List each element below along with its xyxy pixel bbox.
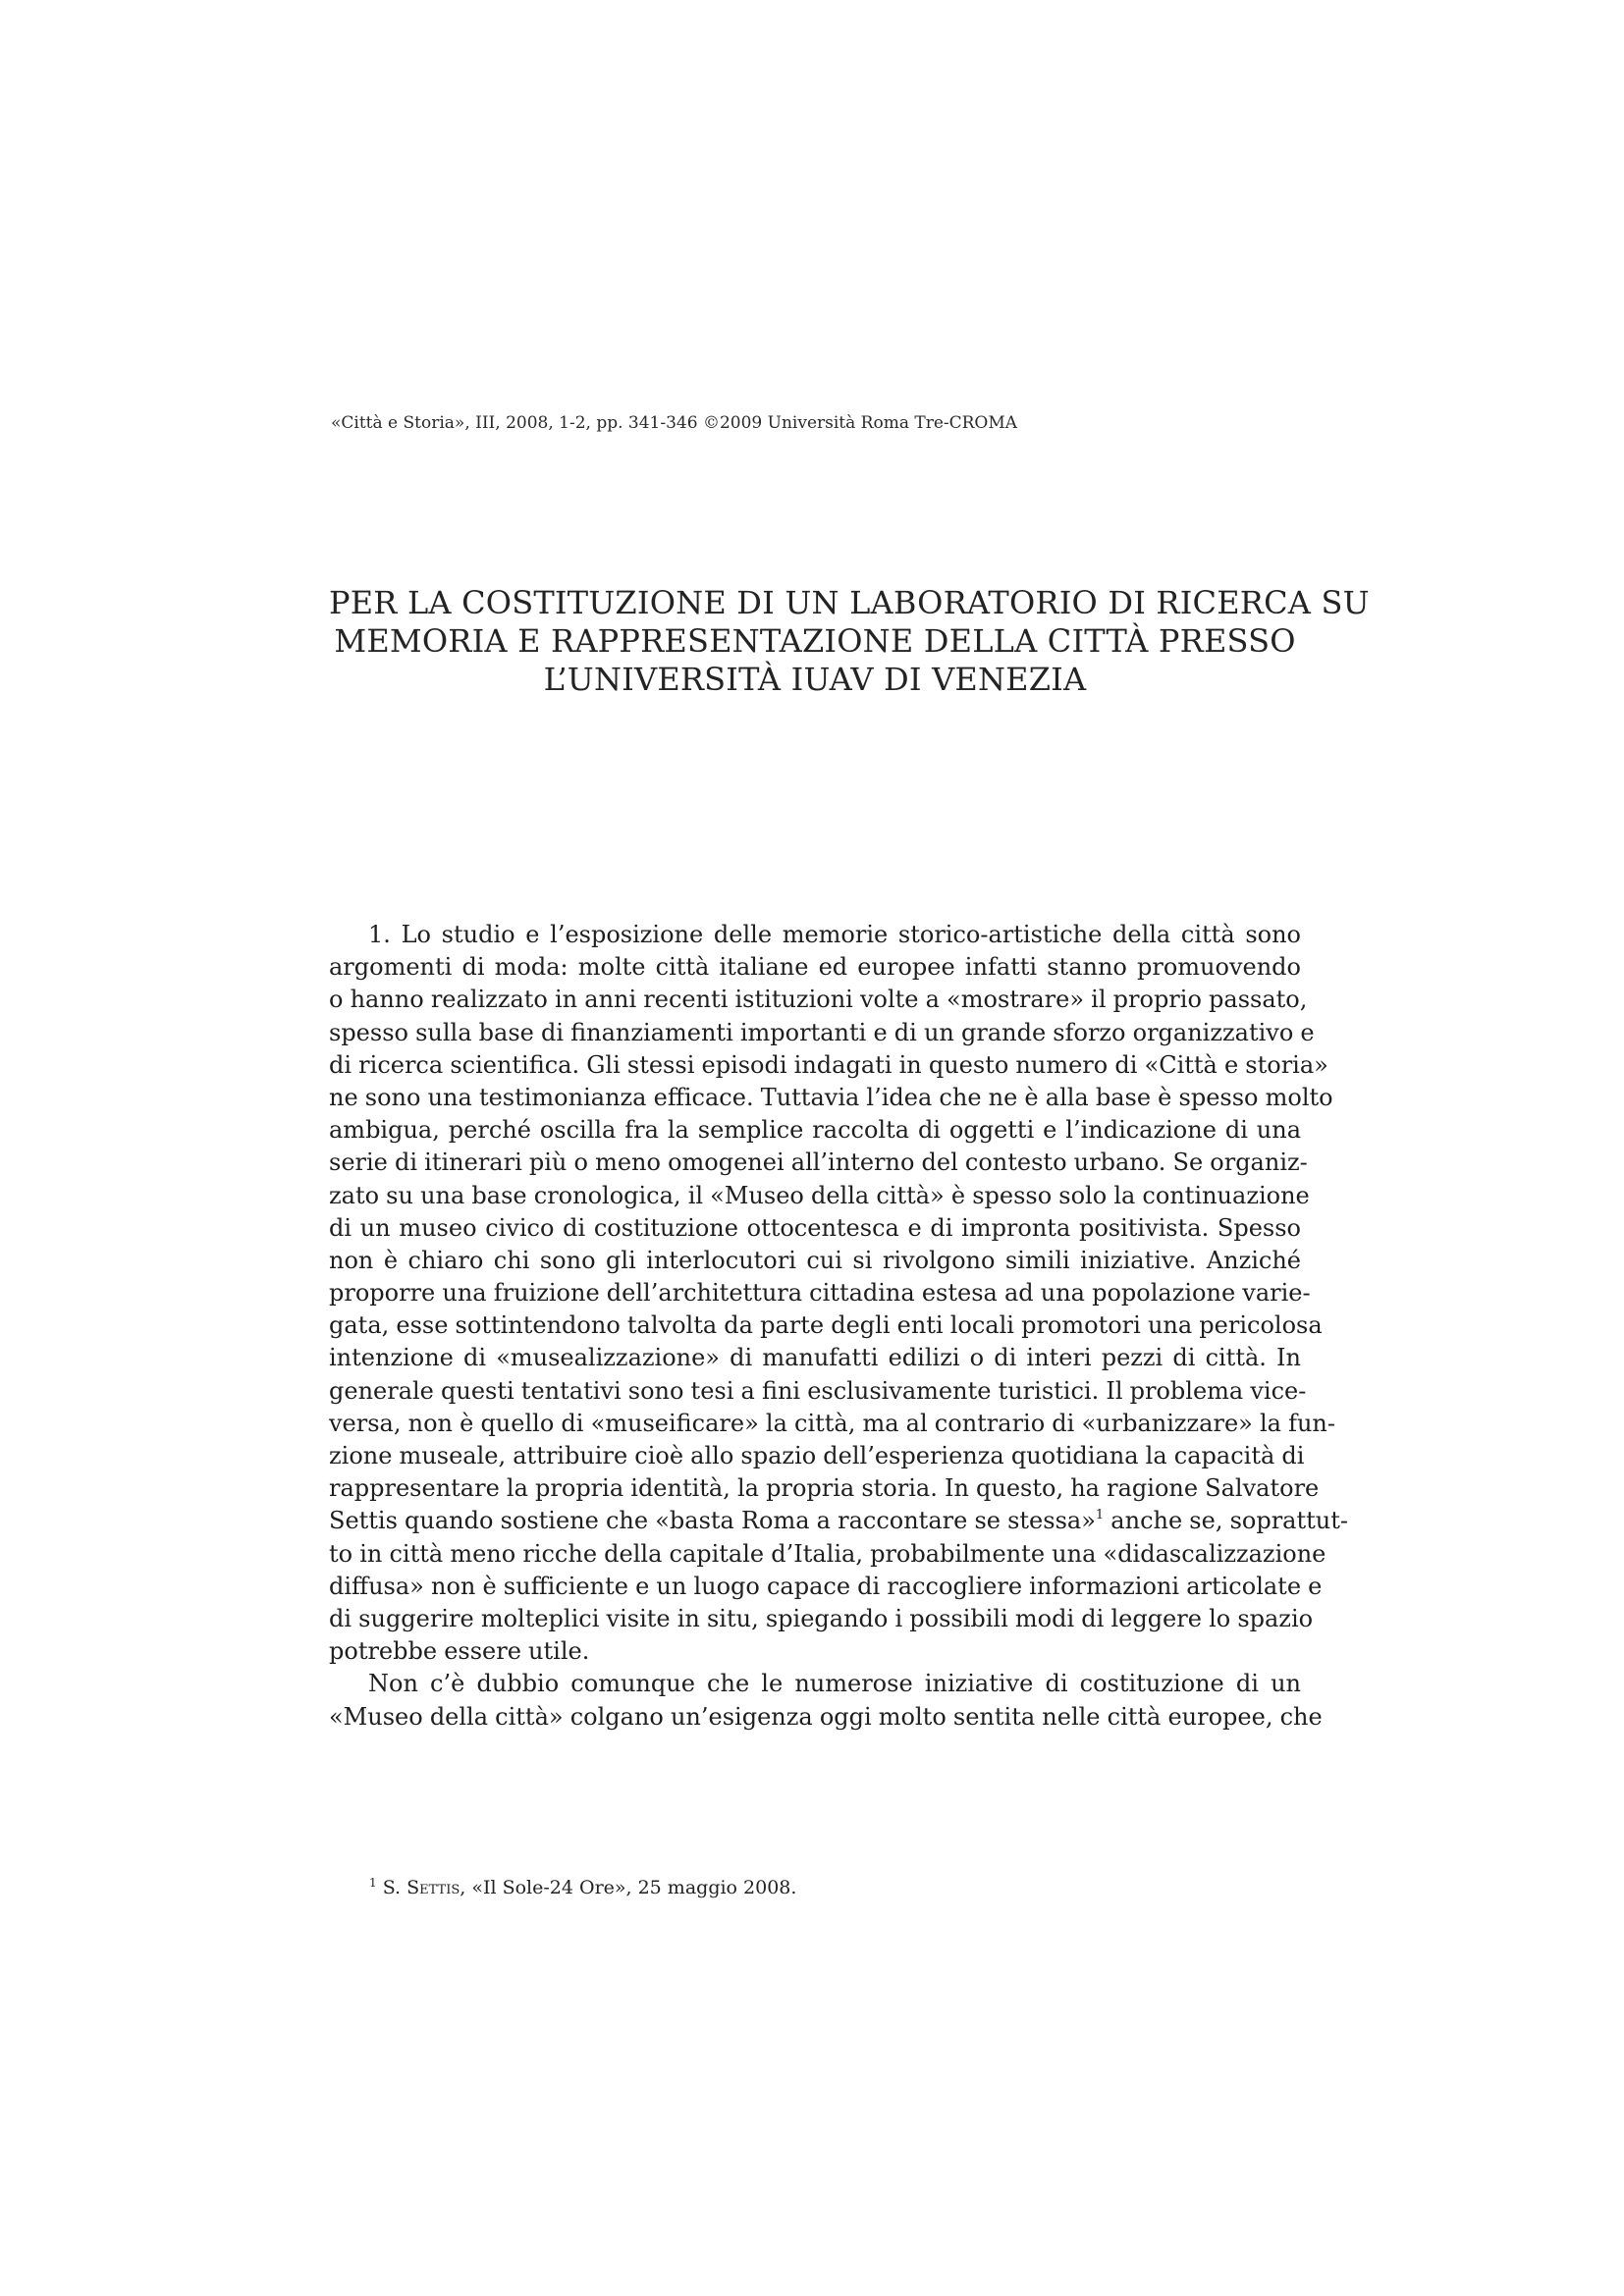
footnote-marker: 1 bbox=[369, 1876, 377, 1890]
body-line: versa, non è quello di «museificare» la città, ma al contrario di «urbanizzare» la fun- bbox=[329, 1409, 1335, 1437]
body-line-tail: anche se, soprattut- bbox=[1104, 1507, 1348, 1535]
body-line: «Museo della città» colgano un’esigenza oggi molto sentita nelle città europee, che bbox=[329, 1702, 1323, 1731]
article-title bbox=[329, 584, 1370, 699]
body-line: proporre una fruizione dell’architettura cittadina estesa ad una popolazione varie- bbox=[329, 1279, 1311, 1308]
footnote-author-surname: Settis bbox=[406, 1877, 460, 1898]
footnote bbox=[369, 1875, 1155, 1900]
body-line: gata, esse sottintendono talvolta da parte degli enti locali promotori una pericolosa bbox=[329, 1311, 1323, 1340]
body-line: serie di itinerari più o meno omogenei all’interno del contesto urbano. Se organiz- bbox=[329, 1148, 1308, 1177]
body-line: intenzione di «musealizzazione» di manufatti edilizi o di interi pezzi di città. In bbox=[329, 1344, 1301, 1372]
running-head: «Città e Storia», III, 2008, 1-2, pp. 341-346 ©2009 Università Roma Tre-CROMA bbox=[331, 413, 1018, 433]
title-line: L’UNIVERSITÀ IUAV DI VENEZIA bbox=[543, 661, 1087, 698]
body-line: non è chiaro chi sono gli interlocutori cui si rivolgono simili iniziative. Anziché bbox=[329, 1246, 1301, 1274]
footnote-citation: , «Il Sole-24 Ore», 25 maggio 2008. bbox=[460, 1877, 797, 1898]
body-line-text: Settis quando sostiene che «basta Roma a raccontare se stessa» bbox=[329, 1507, 1096, 1535]
body-line: potrebbe essere utile. bbox=[329, 1637, 590, 1666]
body-line: o hanno realizzato in anni recenti istituzioni volte a «mostrare» il proprio passato, bbox=[329, 986, 1308, 1014]
body-line: Non c’è dubbio comunque che le numerose iniziative di costituzione di un bbox=[368, 1670, 1301, 1698]
footnote-author-initial: S. bbox=[382, 1877, 407, 1898]
body-line: rappresentare la propria identità, la propria storia. In questo, ha ragione Salvatore bbox=[329, 1474, 1320, 1503]
body-line: generale questi tentativi sono tesi a fini esclusivamente turistici. Il problema vice- bbox=[329, 1376, 1307, 1405]
body-line: spesso sulla base di finanziamenti importanti e di un grande sforzo organizzativo e bbox=[329, 1018, 1315, 1046]
body-line: zione museale, attribuire cioè allo spazio dell’esperienza quotidiana la capacità di bbox=[329, 1442, 1305, 1469]
body-line: to in città meno ricche della capitale d’Italia, probabilmente una «didascalizzazione bbox=[329, 1539, 1326, 1568]
body-line: zato su una base cronologica, il «Museo della città» è spesso solo la continuazione bbox=[329, 1181, 1310, 1209]
body-line: di suggerire molteplici visite in situ, spiegando i possibili modi di leggere lo spazio bbox=[329, 1604, 1314, 1632]
body-line-with-note bbox=[329, 1505, 1348, 1537]
body-line: di ricerca scientifica. Gli stessi episodi indagati in questo numero di «Città e storia» bbox=[329, 1050, 1328, 1079]
body-line: ne sono una testimonianza efficace. Tuttavia l’idea che ne è alla base è spesso molto bbox=[329, 1083, 1333, 1111]
body-line: di un museo civico di costituzione ottocentesca e di impronta positivista. Spesso bbox=[329, 1213, 1301, 1242]
body-line: argomenti di moda: molte città italiane ed europee infatti stanno promuovendo bbox=[329, 953, 1301, 982]
footnote-reference[interactable]: 1 bbox=[1095, 1508, 1105, 1523]
body-line: ambigua, perché oscilla fra la semplice raccolta di oggetti e l’indicazione di una bbox=[329, 1116, 1301, 1145]
body-line: diffusa» non è sufficiente e un luogo capace di raccogliere informazioni articolate e bbox=[329, 1572, 1323, 1600]
body-text bbox=[329, 919, 1348, 1734]
body-line: 1. Lo studio e l’esposizione delle memorie storico-artistiche della città sono bbox=[368, 921, 1301, 948]
title-line: MEMORIA E RAPPRESENTAZIONE DELLA CITTÀ PRESSO bbox=[334, 622, 1296, 660]
title-line: PER LA COSTITUZIONE DI UN LABORATORIO DI RICERCA SU bbox=[329, 584, 1370, 621]
